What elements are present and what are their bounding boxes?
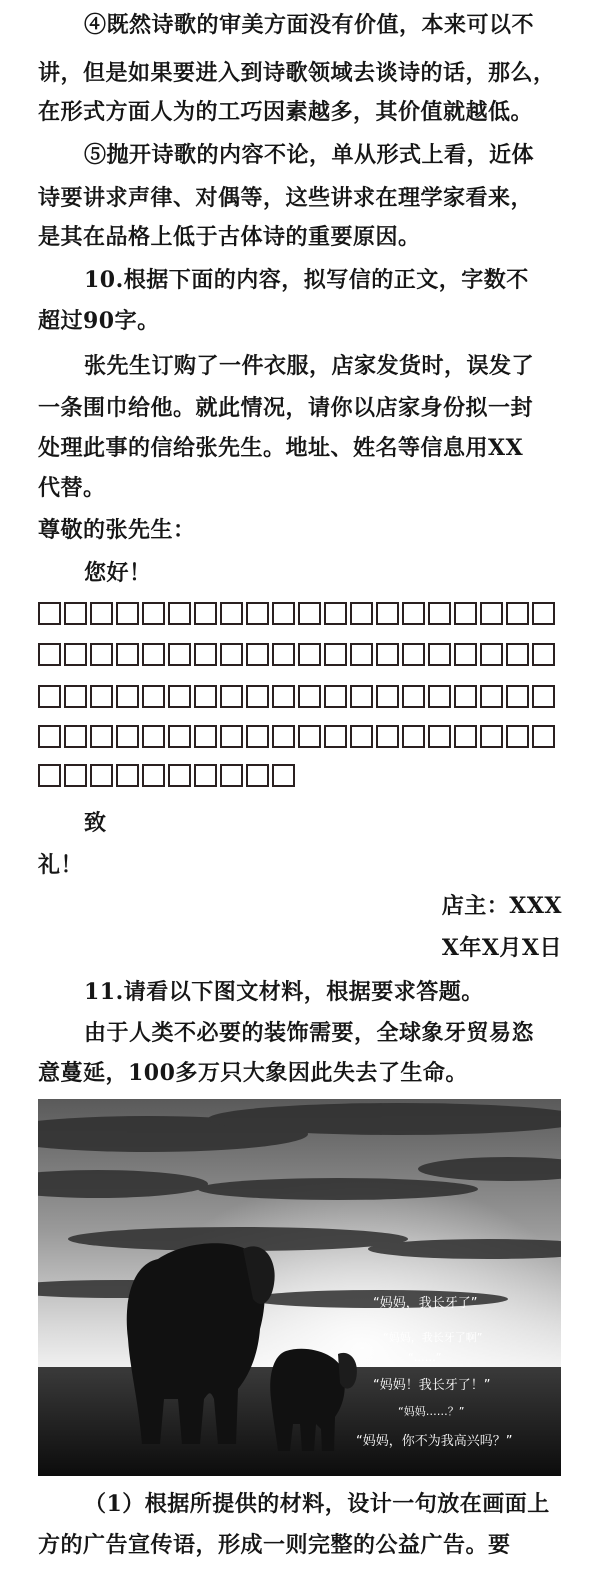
bubble-text: “妈妈，你不为我高兴吗？” (356, 1434, 513, 1449)
letter-date: X年X月X日 (441, 935, 562, 961)
answer-cell[interactable] (168, 725, 191, 748)
answer-cell[interactable] (506, 685, 529, 708)
bubble-text: “妈妈，我长牙了啊” (383, 1331, 483, 1344)
answer-grid-row (38, 602, 555, 628)
answer-cell[interactable] (246, 602, 269, 625)
answer-cell[interactable] (428, 685, 451, 708)
question-10-title: 10.根据下面的内容，拟写信的正文，字数不 (84, 267, 529, 293)
answer-cell[interactable] (402, 602, 425, 625)
question-10-title-cont: 超过90字。 (38, 308, 160, 334)
answer-cell[interactable] (454, 685, 477, 708)
letter-greeting: 您好！ (84, 560, 152, 586)
answer-cell[interactable] (116, 602, 139, 625)
answer-cell[interactable] (194, 602, 217, 625)
answer-cell[interactable] (324, 602, 347, 625)
answer-cell[interactable] (220, 685, 243, 708)
answer-grid-row (38, 643, 555, 669)
letter-closing-1: 致 (84, 810, 107, 836)
answer-cell[interactable] (168, 764, 191, 787)
answer-cell[interactable] (246, 685, 269, 708)
answer-cell[interactable] (90, 764, 113, 787)
material-line: 意蔓延，100多万只大象因此失去了生命。 (38, 1060, 468, 1086)
answer-cell[interactable] (220, 725, 243, 748)
answer-cell[interactable] (376, 685, 399, 708)
answer-cell[interactable] (116, 685, 139, 708)
answer-cell[interactable] (64, 764, 87, 787)
answer-cell[interactable] (90, 643, 113, 666)
answer-cell[interactable] (532, 602, 555, 625)
answer-cell[interactable] (428, 602, 451, 625)
answer-cell[interactable] (376, 725, 399, 748)
prompt-line: （1）根据所提供的材料，设计一句放在画面上 (84, 1491, 550, 1517)
answer-cell[interactable] (350, 643, 373, 666)
context-line: 一条围巾给他。就此情况，请你以店家身份拟一封 (38, 395, 534, 421)
answer-cell[interactable] (168, 685, 191, 708)
answer-cell[interactable] (506, 725, 529, 748)
answer-grid-row (38, 725, 555, 751)
bubble-text: “妈妈，我长牙了” (373, 1296, 478, 1311)
answer-cell[interactable] (194, 643, 217, 666)
answer-cell[interactable] (194, 685, 217, 708)
answer-cell[interactable] (90, 685, 113, 708)
answer-cell[interactable] (246, 764, 269, 787)
answer-cell[interactable] (220, 764, 243, 787)
answer-cell[interactable] (298, 725, 321, 748)
answer-cell[interactable] (142, 602, 165, 625)
answer-cell[interactable] (454, 643, 477, 666)
answer-cell[interactable] (142, 764, 165, 787)
answer-cell[interactable] (272, 643, 295, 666)
answer-cell[interactable] (272, 764, 295, 787)
answer-cell[interactable] (64, 643, 87, 666)
answer-cell[interactable] (298, 685, 321, 708)
prompt-line: 方的广告宣传语，形成一则完整的公益广告。要 (38, 1532, 511, 1558)
answer-cell[interactable] (376, 602, 399, 625)
bubble-text: “妈妈！我长牙了！” (373, 1378, 491, 1393)
answer-cell[interactable] (532, 685, 555, 708)
answer-cell[interactable] (350, 602, 373, 625)
answer-cell[interactable] (480, 602, 503, 625)
text-line: 诗要讲求声律、对偶等，这些讲求在理学家看来， (38, 185, 534, 211)
answer-cell[interactable] (142, 685, 165, 708)
answer-cell[interactable] (38, 764, 61, 787)
answer-cell[interactable] (246, 725, 269, 748)
answer-cell[interactable] (90, 725, 113, 748)
answer-cell[interactable] (168, 602, 191, 625)
text-line: 是其在品格上低于古体诗的重要原因。 (38, 224, 421, 250)
answer-cell[interactable] (142, 643, 165, 666)
answer-cell[interactable] (38, 602, 61, 625)
answer-cell[interactable] (116, 764, 139, 787)
answer-grid-row (38, 685, 555, 711)
context-line: 张先生订购了一件衣服，店家发货时，误发了 (84, 353, 535, 379)
answer-cell[interactable] (506, 643, 529, 666)
material-line: 由于人类不必要的装饰需要，全球象牙贸易恣 (84, 1020, 535, 1046)
answer-cell[interactable] (38, 643, 61, 666)
answer-cell[interactable] (324, 725, 347, 748)
answer-cell[interactable] (116, 643, 139, 666)
answer-cell[interactable] (532, 643, 555, 666)
answer-cell[interactable] (64, 725, 87, 748)
context-line: 代替。 (38, 475, 106, 501)
elephant-illustration (38, 1099, 561, 1476)
answer-cell[interactable] (246, 643, 269, 666)
answer-cell[interactable] (194, 764, 217, 787)
answer-grid-row (38, 764, 295, 790)
answer-cell[interactable] (454, 602, 477, 625)
letter-salutation: 尊敬的张先生： (38, 517, 196, 543)
answer-cell[interactable] (194, 725, 217, 748)
answer-cell[interactable] (480, 643, 503, 666)
answer-cell[interactable] (428, 725, 451, 748)
answer-cell[interactable] (220, 643, 243, 666)
answer-cell[interactable] (64, 685, 87, 708)
answer-cell[interactable] (376, 643, 399, 666)
answer-cell[interactable] (272, 602, 295, 625)
answer-cell[interactable] (38, 725, 61, 748)
answer-cell[interactable] (532, 725, 555, 748)
answer-cell[interactable] (402, 643, 425, 666)
answer-cell[interactable] (272, 685, 295, 708)
answer-cell[interactable] (480, 685, 503, 708)
answer-cell[interactable] (116, 725, 139, 748)
answer-cell[interactable] (220, 602, 243, 625)
answer-cell[interactable] (272, 725, 295, 748)
answer-cell[interactable] (324, 643, 347, 666)
elephant-photo (38, 1099, 561, 1476)
bubble-text: “妈妈……？” (398, 1405, 465, 1418)
answer-cell[interactable] (168, 643, 191, 666)
answer-cell[interactable] (402, 725, 425, 748)
question-11-title: 11.请看以下图文材料，根据要求答题。 (84, 979, 484, 1005)
answer-cell[interactable] (324, 685, 347, 708)
answer-cell[interactable] (480, 725, 503, 748)
answer-cell[interactable] (142, 725, 165, 748)
answer-cell[interactable] (298, 643, 321, 666)
bubble-text: “……” (408, 1351, 442, 1364)
answer-cell[interactable] (506, 602, 529, 625)
answer-cell[interactable] (38, 685, 61, 708)
text-line: ⑤抛开诗歌的内容不论，单从形式上看，近体 (84, 142, 535, 168)
answer-cell[interactable] (428, 643, 451, 666)
answer-cell[interactable] (350, 685, 373, 708)
answer-cell[interactable] (454, 725, 477, 748)
letter-closing-2: 礼！ (38, 852, 84, 878)
answer-cell[interactable] (90, 602, 113, 625)
text-line: 在形式方面人为的工巧因素越多，其价值就越低。 (38, 99, 534, 125)
answer-cell[interactable] (298, 602, 321, 625)
answer-cell[interactable] (64, 602, 87, 625)
context-line: 处理此事的信给张先生。地址、姓名等信息用XX (38, 435, 524, 461)
answer-cell[interactable] (350, 725, 373, 748)
letter-signature: 店主：XXX (441, 893, 562, 919)
text-line: 讲，但是如果要进入到诗歌领域去谈诗的话，那么， (38, 60, 556, 86)
text-line: ④既然诗歌的审美方面没有价值，本来可以不 (84, 12, 535, 38)
answer-cell[interactable] (402, 685, 425, 708)
